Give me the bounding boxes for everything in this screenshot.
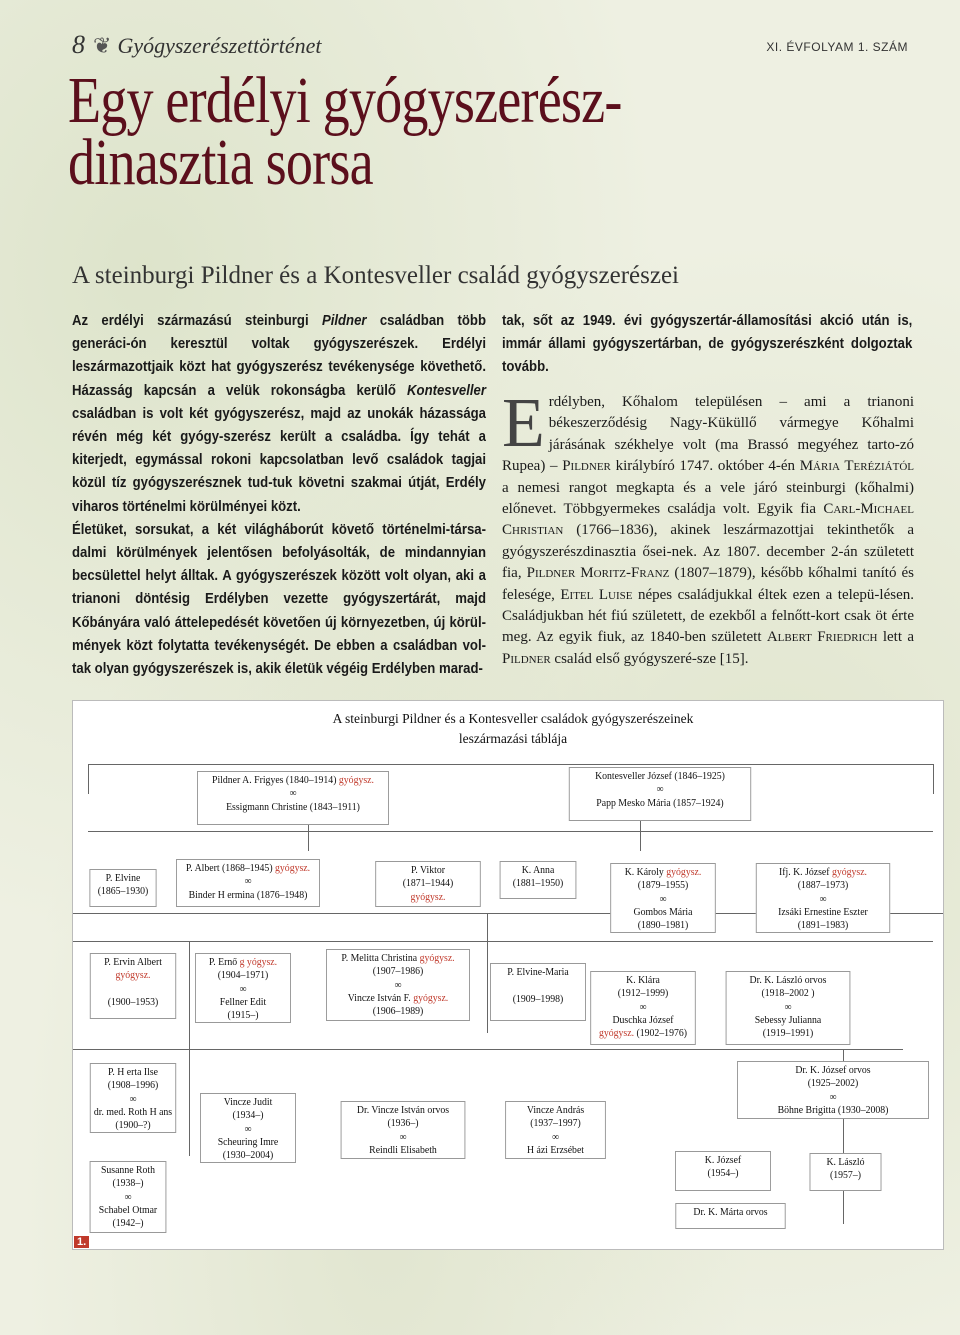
tree-node-dr-vincze-istvan: Dr. Vincze István orvos (1936–) ∞ Reindli Elisabeth — [341, 1101, 466, 1159]
title-line-1: Egy erdélyi gyógyszerész- — [68, 64, 622, 137]
leaf-icon: ❦ — [93, 33, 112, 58]
tree-node-k-laszlo: K. László (1957–) — [810, 1153, 882, 1191]
tree-node-k-jozsef: K. József (1954–) — [675, 1151, 771, 1191]
tree-node-p-elvine-maria: P. Elvine-Maria (1909–1998) — [490, 963, 586, 1021]
article-title — [68, 64, 757, 199]
running-header — [72, 30, 322, 60]
tree-node-vincze-judit: Vincze Judit (1934–) ∞ Scheuring Imre (1930–2004) — [200, 1093, 296, 1163]
tree-node-k-karoly: K. Károly gyógysz. (1879–1955) ∞ Gombos Mária (1890–1981) — [610, 863, 716, 933]
lead-paragraphs — [72, 310, 486, 681]
issue-label: XI. ÉVFOLYAM 1. SZÁM — [766, 40, 908, 54]
tree-node-dr-k-jozsef-orvos: Dr. K. József orvos (1925–2002) ∞ Böhne Brigitta (1930–2008) — [737, 1061, 929, 1119]
title-line-2: dinasztia sorsa — [68, 126, 373, 199]
tree-node-dr-k-laszlo: Dr. K. László orvos (1918–2002 ) ∞ Sebessy Julianna (1919–1991) — [726, 971, 851, 1045]
family-tree-figure — [72, 700, 944, 1250]
lead-paragraph-1: Az erdélyi származású steinburgi Pildner családban több generáci-ón keresztül voltak gyógyszerészek. Erdélyi leszármazottjaik közt hat gyógyszerész tevékenysége követhető. Házasság kapcsán a velük rokonságba kerülő Kontesveller családban is volt két gyógyszerész, majd az unokák házassága révén még két gyógy-szerész került a családba. Így tehát a kiterjedt, egymással rokoni kapcsolatban levő családok tagjai közül tíz gyógyszerésznek tud-tuk követni szakmai útját, Erdély viharos történelmi körülményei közt. — [72, 313, 486, 515]
body-paragraph: Erdélyben, Kőhalom településen – ami a trianoni békeszerződésig Nagy-Küküllő vármegye Kőhalmi járásának székhelye volt (ma Brassó megyéhez tarto-zó Rupea) – Pildner királybíró 1747. október 4-én Mária Teréziától a nemesi rangot megkapta és a vele járó steinburgi (kőhalmi) előnevet. Többgyermekes családja volt. Egyik fia Carl-Michael Christian (1766–1836), akinek leszármazottjai tekinthetők a gyógyszerészdinasztia ősei-nek. Az 1807. december 2-án született fia, Pildner Moritz-Franz (1807–1879), később kőhalmi tanító és felesége, Eitel Luise népes családjukkal éltek ezen a telepü-lésen. Családjukban hét fiú született, de ezekből a felnőtt-kort csak öt érte meg. Az egyik fiuk, az 1840-ben született Albert Friedrich lett a Pildner család első gyógyszeré-sze [15]. — [502, 385, 914, 667]
drop-cap: E — [502, 385, 545, 462]
tree-node-p-melitta-christina: P. Melitta Christina gyógysz. (1907–1986) ∞ Vincze István F. gyógysz. (1906–1989) — [326, 949, 470, 1021]
tree-node-ifj-k-jozsef: Ifj. K. József gyógysz. (1887–1973) ∞ Izsáki Ernestine Eszter (1891–1983) — [756, 863, 890, 933]
page-number: 8 — [72, 30, 85, 59]
tree-node-k-anna: K. Anna (1881–1950) — [500, 861, 577, 899]
tree-node-p-herta-ilse: P. H erta Ilse (1908–1996) ∞ dr. med. Roth H ans (1900–?) — [90, 1063, 176, 1133]
tree-node-k-klara: K. Klára (1912–1999) ∞ Duschka József gyógysz. (1902–1976) — [590, 971, 696, 1045]
lead-paragraph-continued: tak, sőt az 1949. évi gyógyszertár-államosítási akció után is, immár állami gyógyszertárban, de gyógyszerészként dolgoztak tovább. — [502, 313, 913, 376]
tree-node-p-elvine: P. Elvine (1865–1930) — [89, 869, 156, 907]
lead-paragraph-2: Életüket, sorsukat, a két világháborút követő történelmi-társa-dalmi körülmények jelentősen befolyásolták, de mindannyian becsülettel helyt álltak. A gyógyszerészek között volt olyan, aki a trianoni döntésig Erdélyben vezette gyógyszertárát, majd Kőbányára való áttelepedését követően új környezetben, új körül-mények közt folytatta tevékenységét. De ebben a családban vol-tak olyan gyógyszerészek is, akik életük végéig Erdélyben marad- — [72, 521, 486, 678]
tree-node-p-erno: P. Ernő g yógysz. (1904–1971) ∞ Fellner Edit (1915–) — [195, 953, 291, 1023]
tree-node-vincze-andras: Vincze András (1937–1997) ∞ H ázi Erzsébet — [505, 1101, 606, 1159]
tree-node-dr-k-marta: Dr. K. Márta orvos — [675, 1203, 785, 1229]
tree-node-p-ervin-albert: P. Ervin Albert gyógysz. (1900–1953) — [90, 953, 176, 1019]
figure-number-badge: 1. — [74, 1236, 89, 1248]
tree-node-p-viktor: P. Viktor (1871–1944) gyógysz. — [375, 861, 481, 907]
tree-node-pildner-frigyes: Pildner A. Frigyes (1840–1914) gyógysz. ∞ Essigmann Christine (1843–1911) — [197, 771, 389, 825]
section-title: Gyógyszerészettörténet — [117, 33, 322, 58]
article-subtitle: A steinburgi Pildner és a Kontesveller család gyógyszerészei — [72, 262, 680, 289]
tree-node-kontesveller-jozsef: Kontesveller József (1846–1925) ∞ Papp Mesko Mária (1857–1924) — [569, 767, 751, 821]
tree-node-susanne-roth: Susanne Roth (1938–) ∞ Schabel Otmar (1942–) — [90, 1161, 167, 1233]
figure-caption: A steinburgi Pildner és a Kontesveller családok gyógyszerészeinek leszármazási táblája — [332, 711, 694, 746]
tree-node-p-albert: P. Albert (1868–1945) gyógysz. ∞ Binder H ermina (1876–1948) — [176, 859, 320, 907]
